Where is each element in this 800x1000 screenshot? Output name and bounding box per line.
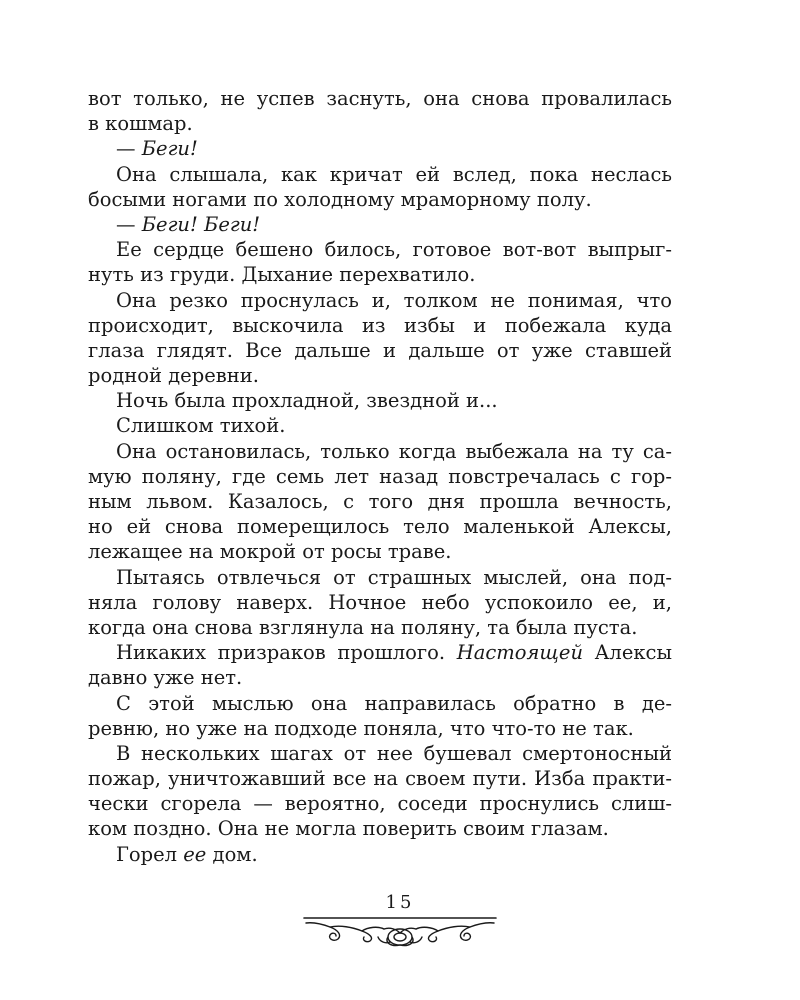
text-segment: Горел bbox=[116, 842, 184, 866]
body-text bbox=[88, 86, 672, 867]
text-line: но ей снова померещилось тело маленькой Алексы, bbox=[88, 515, 672, 539]
text-line: нуть из груди. Дыхание перехватило. bbox=[88, 263, 476, 287]
paragraph bbox=[88, 691, 672, 741]
text-line: в кошмар. bbox=[88, 112, 193, 136]
page-footer bbox=[0, 892, 800, 913]
paragraph bbox=[88, 413, 672, 438]
text-segment: Никаких призраков прошлого. bbox=[116, 641, 457, 665]
text-line: босыми ногами по холодному мраморному полу. bbox=[88, 187, 592, 211]
text-line bbox=[88, 640, 672, 665]
text-segment: Алексы bbox=[583, 641, 672, 665]
paragraph bbox=[88, 237, 672, 287]
text-line: Ее сердце бешено билось, готовое вот-вот выпрыг- bbox=[116, 238, 672, 262]
text-line: давно уже нет. bbox=[88, 666, 243, 690]
text-line: вот только, не успев заснуть, она снова провалилась bbox=[88, 87, 672, 110]
text-line: Слишком тихой. bbox=[116, 414, 286, 438]
paragraph bbox=[88, 842, 672, 867]
text-line: В нескольких шагах от нее бушевал смертоносный bbox=[116, 741, 672, 765]
text-line: происходит, выскочила из избы и побежала куда bbox=[88, 313, 672, 337]
paragraph bbox=[88, 86, 672, 136]
italic-text: Беги! bbox=[141, 137, 198, 161]
paragraph bbox=[88, 565, 672, 641]
paragraph bbox=[88, 162, 672, 212]
text-line: когда она снова взглянула на поляну, та была пуста. bbox=[88, 615, 638, 639]
italic-text: Беги! Беги! bbox=[141, 212, 261, 236]
text-line: Она резко проснулась и, толком не понимая, что bbox=[116, 288, 672, 312]
text-line: пожар, уничтожавший все на своем пути. Изба практи- bbox=[88, 767, 672, 791]
text-line: родной деревни. bbox=[88, 364, 259, 388]
text-line: лежащее на мокрой от росы траве. bbox=[88, 540, 452, 564]
page-number: 15 bbox=[385, 892, 415, 913]
text-line bbox=[88, 136, 672, 161]
italic-text: Настоящей bbox=[456, 641, 584, 665]
paragraph bbox=[88, 212, 672, 237]
text-line: С этой мыслью она направилась обратно в де- bbox=[116, 691, 672, 715]
text-line: Она слышала, как кричат ей вслед, пока неслась bbox=[116, 162, 672, 186]
paragraph bbox=[88, 388, 672, 413]
text-segment: — bbox=[116, 137, 142, 161]
text-line: ревню, но уже на подходе поняла, что что-то не так. bbox=[88, 716, 634, 740]
flourish-ornament-icon bbox=[300, 915, 500, 949]
text-segment: — bbox=[116, 212, 142, 236]
text-line: мую поляну, где семь лет назад повстречалась с гор- bbox=[88, 464, 672, 488]
text-line: Она остановилась, только когда выбежала на ту са- bbox=[116, 439, 672, 463]
text-line: ком поздно. Она не могла поверить своим глазам. bbox=[88, 817, 609, 841]
italic-text: ее bbox=[183, 842, 207, 866]
text-line bbox=[88, 212, 672, 237]
paragraph bbox=[88, 288, 672, 389]
text-line: няла голову наверх. Ночное небо успокоило ее, и, bbox=[88, 590, 672, 614]
text-line: ным львом. Казалось, с того дня прошла вечность, bbox=[88, 490, 672, 513]
text-line bbox=[88, 842, 672, 867]
paragraph bbox=[88, 136, 672, 161]
paragraph bbox=[88, 439, 672, 565]
paragraph bbox=[88, 640, 672, 690]
text-line: чески сгорела — вероятно, соседи проснулись слиш- bbox=[88, 792, 672, 816]
paragraph bbox=[88, 741, 672, 842]
text-line: Ночь была прохладной, звездной и... bbox=[116, 389, 498, 413]
text-line: Пытаясь отвлечься от страшных мыслей, она под- bbox=[116, 565, 672, 589]
text-segment: дом. bbox=[206, 842, 258, 866]
text-line: глаза глядят. Все дальше и дальше от уже ставшей bbox=[88, 338, 672, 362]
